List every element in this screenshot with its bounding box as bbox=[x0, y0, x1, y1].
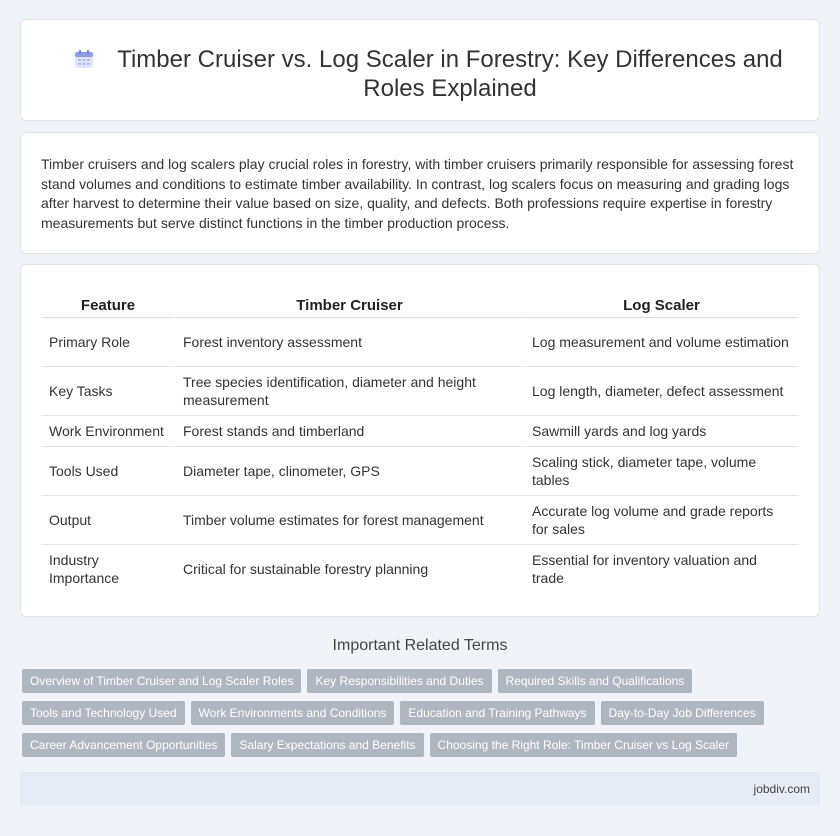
table-header-row bbox=[42, 293, 798, 318]
table-cell: Industry Importance bbox=[49, 552, 120, 586]
table-cell: Primary Role bbox=[42, 318, 174, 367]
related-terms-heading: Important Related Terms bbox=[332, 637, 508, 654]
related-term-tag[interactable]: Day-to-Day Job Differences bbox=[601, 701, 764, 725]
table-cell: Work Environment bbox=[42, 416, 174, 447]
table-row bbox=[42, 367, 798, 416]
intro-card bbox=[20, 132, 820, 254]
table-cell: Output bbox=[42, 496, 174, 545]
comparison-table-card bbox=[20, 264, 820, 617]
comparison-table bbox=[42, 293, 798, 593]
table-cell: Forest stands and timberland bbox=[174, 416, 523, 447]
table-cell: Timber volume estimates for forest management bbox=[174, 496, 523, 545]
related-term-tag[interactable]: Salary Expectations and Benefits bbox=[231, 733, 423, 757]
intro-text: Timber cruisers and log scalers play crucial roles in forestry, with timber cruisers primarily responsible for assessing forest stand volumes and conditions to estimate timber availability. In contrast, log scalers focus on measuring and grading logs after harvest to determine their value based on size, quality, and defects. Both professions require expertise in forestry measurements but serve distinct functions in the timber production process. bbox=[41, 156, 794, 231]
table-row bbox=[42, 416, 798, 447]
related-term-tag[interactable]: Choosing the Right Role: Timber Cruiser vs Log Scaler bbox=[430, 733, 737, 757]
related-terms-list bbox=[22, 669, 802, 765]
table-cell: Log measurement and volume estimation bbox=[523, 318, 798, 367]
table-row bbox=[42, 545, 798, 593]
column-header-timber-cruiser: Timber Cruiser bbox=[174, 293, 523, 318]
table-row bbox=[42, 447, 798, 496]
column-header-feature: Feature bbox=[42, 293, 174, 318]
footer bbox=[20, 772, 820, 805]
related-term-tag[interactable]: Key Responsibilities and Duties bbox=[307, 669, 491, 693]
related-term-tag[interactable]: Career Advancement Opportunities bbox=[22, 733, 225, 757]
table-row bbox=[42, 318, 798, 367]
table-cell: Essential for inventory valuation and trade bbox=[523, 545, 798, 593]
table-cell: Log length, diameter, defect assessment bbox=[523, 367, 798, 416]
table-cell: Tools Used bbox=[42, 447, 174, 496]
table-row bbox=[42, 496, 798, 545]
footer-site-link[interactable]: jobdiv.com bbox=[753, 782, 810, 796]
table-cell: Diameter tape, clinometer, GPS bbox=[174, 447, 523, 496]
table-cell: Scaling stick, diameter tape, volume tables bbox=[523, 447, 798, 496]
calendar-icon bbox=[74, 49, 94, 69]
header-card bbox=[20, 19, 820, 121]
table-cell: Tree species identification, diameter and height measurement bbox=[174, 367, 523, 416]
column-header-log-scaler: Log Scaler bbox=[523, 293, 798, 318]
related-term-tag[interactable]: Required Skills and Qualifications bbox=[498, 669, 693, 693]
table-cell: Sawmill yards and log yards bbox=[523, 416, 798, 447]
table-cell: Accurate log volume and grade reports for sales bbox=[523, 496, 798, 545]
page-title: Timber Cruiser vs. Log Scaler in Forestry: Key Differences and Roles Explained bbox=[117, 46, 783, 102]
table-cell: Forest inventory assessment bbox=[174, 318, 523, 367]
related-term-tag[interactable]: Work Environments and Conditions bbox=[191, 701, 395, 725]
related-term-tag[interactable]: Tools and Technology Used bbox=[22, 701, 185, 725]
related-term-tag[interactable]: Education and Training Pathways bbox=[400, 701, 594, 725]
related-term-tag[interactable]: Overview of Timber Cruiser and Log Scaler Roles bbox=[22, 669, 301, 693]
table-cell: Key Tasks bbox=[42, 367, 174, 416]
table-cell: Critical for sustainable forestry planning bbox=[174, 545, 523, 593]
